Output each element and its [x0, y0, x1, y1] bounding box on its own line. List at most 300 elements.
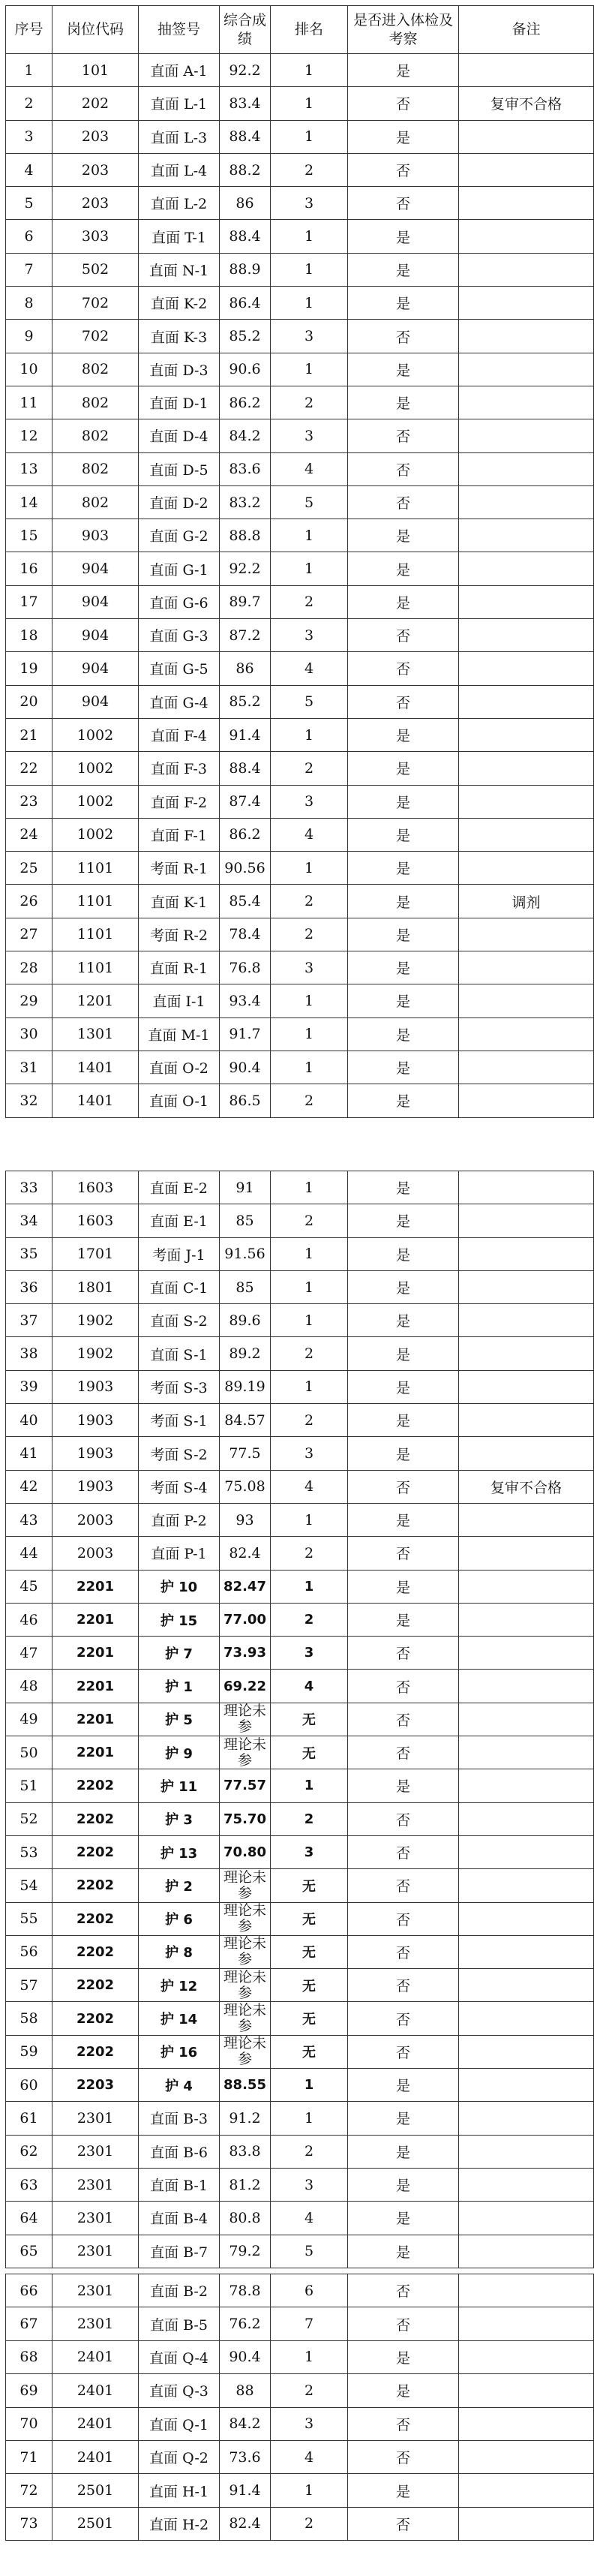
cell-draw-number: 直面 M-1 — [139, 1017, 220, 1051]
cell-remarks: 调剂 — [459, 885, 594, 918]
cell-total-score: 84.57 — [220, 1404, 271, 1437]
cell-draw-number: 考面 S-2 — [139, 1437, 220, 1470]
cell-draw-number: 直面 O-2 — [139, 1051, 220, 1084]
cell-position-code: 2401 — [52, 2440, 139, 2473]
cell-position-code: 203 — [52, 187, 139, 220]
table-row — [6, 1017, 594, 1051]
cell-enter-exam: 是 — [348, 752, 459, 785]
cell-remarks — [459, 2035, 594, 2068]
cell-total-score — [220, 1969, 271, 2002]
cell-enter-exam: 否 — [348, 2407, 459, 2440]
cell-enter-exam: 是 — [348, 2474, 459, 2507]
cell-draw-number: 护 10 — [139, 1570, 220, 1603]
cell-rank: 1 — [271, 54, 348, 87]
cell-serial-no: 5 — [6, 187, 52, 220]
cell-position-code: 2501 — [52, 2474, 139, 2507]
cell-remarks — [459, 1171, 594, 1204]
cell-position-code: 1101 — [52, 885, 139, 918]
table-row — [6, 1802, 594, 1835]
cell-total-score: 76.8 — [220, 951, 271, 984]
table-row — [6, 87, 594, 120]
cell-serial-no: 14 — [6, 485, 52, 519]
table-row — [6, 918, 594, 951]
cell-total-score: 79.2 — [220, 2235, 271, 2268]
cell-position-code: 904 — [52, 652, 139, 685]
cell-remarks — [459, 220, 594, 253]
cell-rank: 3 — [271, 320, 348, 353]
cell-enter-exam: 是 — [348, 2168, 459, 2201]
cell-serial-no: 63 — [6, 2168, 52, 2201]
cell-serial-no: 45 — [6, 1570, 52, 1603]
cell-total-score: 89.2 — [220, 1337, 271, 1370]
cell-remarks — [459, 120, 594, 153]
cell-remarks — [459, 852, 594, 885]
table-row — [6, 519, 594, 552]
cell-serial-no: 32 — [6, 1084, 52, 1117]
cell-position-code: 2301 — [52, 2202, 139, 2235]
cell-draw-number: 考面 J-1 — [139, 1237, 220, 1270]
cell-serial-no: 66 — [6, 2274, 52, 2307]
cell-position-code: 2201 — [52, 1637, 139, 1670]
header-remarks: 备注 — [459, 6, 594, 54]
cell-total-score: 92.2 — [220, 54, 271, 87]
cell-enter-exam: 否 — [348, 1736, 459, 1769]
cell-remarks — [459, 2374, 594, 2407]
cell-serial-no: 20 — [6, 685, 52, 718]
results-table-part-2 — [5, 1171, 594, 2268]
cell-draw-number: 直面 L-3 — [139, 120, 220, 153]
cell-remarks — [459, 187, 594, 220]
cell-total-score: 84.2 — [220, 419, 271, 452]
cell-enter-exam: 是 — [348, 1204, 459, 1237]
cell-enter-exam: 否 — [348, 2440, 459, 2473]
cell-remarks — [459, 552, 594, 585]
cell-remarks — [459, 1337, 594, 1370]
cell-draw-number: 考面 R-1 — [139, 852, 220, 885]
header-total-score: 综合成绩 — [220, 6, 271, 54]
cell-rank: 1 — [271, 1769, 348, 1802]
cell-enter-exam: 是 — [348, 852, 459, 885]
cell-position-code: 2202 — [52, 1969, 139, 2002]
cell-remarks — [459, 1869, 594, 1902]
cell-position-code: 202 — [52, 87, 139, 120]
table-row — [6, 153, 594, 186]
cell-draw-number: 直面 I-1 — [139, 984, 220, 1017]
table-row — [6, 984, 594, 1017]
cell-position-code: 203 — [52, 120, 139, 153]
cell-total-score — [220, 1703, 271, 1736]
cell-position-code: 2301 — [52, 2135, 139, 2168]
cell-total-score: 70.80 — [220, 1835, 271, 1868]
cell-serial-no: 46 — [6, 1603, 52, 1636]
cell-total-score: 90.4 — [220, 2340, 271, 2373]
cell-serial-no: 1 — [6, 54, 52, 87]
table-row — [6, 2102, 594, 2135]
cell-total-score: 77.5 — [220, 1437, 271, 1470]
cell-position-code: 802 — [52, 419, 139, 452]
cell-serial-no: 37 — [6, 1304, 52, 1337]
cell-total-score: 77.00 — [220, 1603, 271, 1636]
cell-remarks — [459, 951, 594, 984]
cell-rank: 3 — [271, 2407, 348, 2440]
table-row — [6, 619, 594, 652]
cell-remarks — [459, 2407, 594, 2440]
table-row — [6, 1270, 594, 1303]
cell-remarks: 复审不合格 — [459, 1470, 594, 1503]
cell-enter-exam: 否 — [348, 1537, 459, 1570]
cell-remarks — [459, 2340, 594, 2373]
cell-rank: 4 — [271, 452, 348, 485]
cell-serial-no: 30 — [6, 1017, 52, 1051]
cell-rank: 4 — [271, 2202, 348, 2235]
cell-rank: 1 — [271, 1270, 348, 1303]
cell-serial-no: 6 — [6, 220, 52, 253]
table-row — [6, 2035, 594, 2068]
cell-enter-exam: 是 — [348, 1270, 459, 1303]
cell-enter-exam: 是 — [348, 1603, 459, 1636]
table-row — [6, 1736, 594, 1769]
cell-draw-number: 护 8 — [139, 1935, 220, 1968]
header-position-code: 岗位代码 — [52, 6, 139, 54]
cell-position-code: 2201 — [52, 1736, 139, 1769]
table-row — [6, 1051, 594, 1084]
cell-draw-number: 考面 R-2 — [139, 918, 220, 951]
cell-total-score: 87.4 — [220, 785, 271, 818]
cell-draw-number: 护 1 — [139, 1670, 220, 1703]
cell-serial-no: 2 — [6, 87, 52, 120]
cell-enter-exam: 是 — [348, 984, 459, 1017]
table-row — [6, 2274, 594, 2307]
cell-draw-number: 直面 D-2 — [139, 485, 220, 519]
cell-remarks — [459, 1736, 594, 1769]
cell-remarks — [459, 519, 594, 552]
cell-remarks — [459, 320, 594, 353]
cell-enter-exam: 是 — [348, 785, 459, 818]
cell-draw-number: 直面 P-1 — [139, 1537, 220, 1570]
table-row — [6, 386, 594, 419]
cell-remarks — [459, 718, 594, 751]
cell-position-code: 1301 — [52, 1017, 139, 1051]
cell-draw-number: 直面 K-1 — [139, 885, 220, 918]
cell-draw-number: 直面 L-2 — [139, 187, 220, 220]
cell-enter-exam: 是 — [348, 718, 459, 751]
cell-remarks — [459, 153, 594, 186]
cell-rank: 4 — [271, 1470, 348, 1503]
cell-position-code: 2301 — [52, 2168, 139, 2201]
cell-rank: 无 — [271, 1935, 348, 1968]
cell-remarks — [459, 2507, 594, 2540]
cell-enter-exam: 是 — [348, 1237, 459, 1270]
table-row — [6, 2407, 594, 2440]
cell-serial-no: 70 — [6, 2407, 52, 2440]
cell-rank: 1 — [271, 2102, 348, 2135]
cell-draw-number: 护 4 — [139, 2069, 220, 2102]
cell-rank: 1 — [271, 1570, 348, 1603]
cell-total-score: 91.7 — [220, 1017, 271, 1051]
cell-rank: 3 — [271, 951, 348, 984]
table-row — [6, 353, 594, 386]
cell-position-code: 2202 — [52, 2002, 139, 2035]
cell-draw-number: 直面 F-4 — [139, 718, 220, 751]
cell-enter-exam: 是 — [348, 287, 459, 320]
cell-enter-exam: 是 — [348, 918, 459, 951]
cell-remarks — [459, 1769, 594, 1802]
table-row — [6, 1337, 594, 1370]
cell-draw-number: 考面 S-4 — [139, 1470, 220, 1503]
cell-draw-number: 直面 Q-2 — [139, 2440, 220, 2473]
cell-total-score — [220, 2035, 271, 2068]
cell-remarks — [459, 1969, 594, 2002]
cell-rank: 2 — [271, 585, 348, 618]
cell-serial-no: 7 — [6, 253, 52, 286]
cell-total-score: 88 — [220, 2374, 271, 2407]
cell-remarks — [459, 1051, 594, 1084]
cell-enter-exam: 否 — [348, 2274, 459, 2307]
cell-enter-exam: 否 — [348, 485, 459, 519]
cell-draw-number: 直面 P-2 — [139, 1503, 220, 1536]
cell-serial-no: 29 — [6, 984, 52, 1017]
cell-remarks — [459, 2168, 594, 2201]
table-row — [6, 452, 594, 485]
cell-draw-number: 考面 S-1 — [139, 1404, 220, 1437]
cell-serial-no: 23 — [6, 785, 52, 818]
cell-remarks — [459, 1437, 594, 1470]
cell-enter-exam: 是 — [348, 2374, 459, 2407]
table-row — [6, 2474, 594, 2507]
cell-draw-number: 护 15 — [139, 1603, 220, 1636]
cell-enter-exam: 否 — [348, 1835, 459, 1868]
cell-total-score: 88.55 — [220, 2069, 271, 2102]
cell-serial-no: 42 — [6, 1470, 52, 1503]
cell-position-code: 101 — [52, 54, 139, 87]
cell-position-code: 2003 — [52, 1503, 139, 1536]
cell-total-score: 82.4 — [220, 1537, 271, 1570]
cell-enter-exam: 是 — [348, 1171, 459, 1204]
cell-position-code: 2201 — [52, 1670, 139, 1703]
cell-remarks — [459, 652, 594, 685]
cell-rank: 2 — [271, 2374, 348, 2407]
cell-enter-exam: 否 — [348, 619, 459, 652]
cell-remarks — [459, 2202, 594, 2235]
cell-remarks — [459, 386, 594, 419]
cell-total-score-text: 理论未参 — [223, 1969, 266, 2001]
cell-position-code: 1002 — [52, 752, 139, 785]
table-row — [6, 1570, 594, 1603]
cell-enter-exam: 是 — [348, 2135, 459, 2168]
cell-rank: 无 — [271, 1703, 348, 1736]
cell-total-score — [220, 2002, 271, 2035]
table-row — [6, 652, 594, 685]
cell-remarks — [459, 353, 594, 386]
cell-serial-no: 31 — [6, 1051, 52, 1084]
cell-position-code: 1002 — [52, 818, 139, 851]
cell-total-score: 85 — [220, 1204, 271, 1237]
cell-rank: 1 — [271, 718, 348, 751]
cell-serial-no: 68 — [6, 2340, 52, 2373]
cell-enter-exam: 否 — [348, 1470, 459, 1503]
table-row — [6, 2340, 594, 2373]
cell-total-score: 84.2 — [220, 2407, 271, 2440]
cell-serial-no: 13 — [6, 452, 52, 485]
cell-enter-exam: 否 — [348, 452, 459, 485]
cell-position-code: 2201 — [52, 1603, 139, 1636]
table-row — [6, 2374, 594, 2407]
cell-total-score: 86 — [220, 652, 271, 685]
cell-rank: 1 — [271, 87, 348, 120]
cell-total-score: 82.4 — [220, 2507, 271, 2540]
cell-remarks — [459, 419, 594, 452]
cell-serial-no: 36 — [6, 1270, 52, 1303]
cell-enter-exam: 否 — [348, 1869, 459, 1902]
cell-enter-exam: 是 — [348, 1337, 459, 1370]
cell-enter-exam: 是 — [348, 2340, 459, 2373]
cell-rank: 1 — [271, 984, 348, 1017]
cell-enter-exam: 是 — [348, 2235, 459, 2268]
cell-position-code: 1401 — [52, 1051, 139, 1084]
cell-draw-number: 直面 F-2 — [139, 785, 220, 818]
table-row — [6, 187, 594, 220]
cell-remarks — [459, 2002, 594, 2035]
cell-remarks — [459, 785, 594, 818]
cell-enter-exam: 是 — [348, 1503, 459, 1536]
cell-enter-exam: 否 — [348, 1802, 459, 1835]
table-row — [6, 220, 594, 253]
cell-serial-no: 50 — [6, 1736, 52, 1769]
cell-rank: 无 — [271, 2035, 348, 2068]
cell-position-code: 1903 — [52, 1470, 139, 1503]
cell-position-code: 2501 — [52, 2507, 139, 2540]
table-row — [6, 2069, 594, 2102]
cell-total-score-text: 理论未参 — [223, 1703, 266, 1736]
cell-remarks — [459, 485, 594, 519]
cell-total-score-text: 理论未参 — [223, 1903, 266, 1935]
cell-draw-number: 直面 A-1 — [139, 54, 220, 87]
table-row — [6, 1204, 594, 1237]
cell-total-score: 83.8 — [220, 2135, 271, 2168]
cell-serial-no: 34 — [6, 1204, 52, 1237]
table-row — [6, 1969, 594, 2002]
table-row — [6, 54, 594, 87]
cell-rank: 2 — [271, 1537, 348, 1570]
results-table-part-3 — [5, 2274, 594, 2541]
cell-remarks — [459, 1902, 594, 1935]
cell-serial-no: 69 — [6, 2374, 52, 2407]
cell-draw-number: 护 11 — [139, 1769, 220, 1802]
cell-serial-no: 25 — [6, 852, 52, 885]
table-row — [6, 1603, 594, 1636]
cell-draw-number: 直面 B-4 — [139, 2202, 220, 2235]
cell-rank: 4 — [271, 1670, 348, 1703]
cell-remarks — [459, 2069, 594, 2102]
cell-serial-no: 40 — [6, 1404, 52, 1437]
cell-enter-exam: 是 — [348, 818, 459, 851]
cell-draw-number: 直面 O-1 — [139, 1084, 220, 1117]
cell-remarks — [459, 1404, 594, 1437]
table-row — [6, 2135, 594, 2168]
table-row — [6, 253, 594, 286]
cell-rank: 1 — [271, 1304, 348, 1337]
cell-total-score: 91 — [220, 1171, 271, 1204]
cell-total-score: 88.4 — [220, 752, 271, 785]
cell-position-code: 903 — [52, 519, 139, 552]
cell-draw-number: 直面 G-4 — [139, 685, 220, 718]
cell-serial-no: 51 — [6, 1769, 52, 1802]
cell-position-code: 2301 — [52, 2274, 139, 2307]
cell-total-score: 69.22 — [220, 1670, 271, 1703]
cell-draw-number: 护 9 — [139, 1736, 220, 1769]
cell-total-score-text: 理论未参 — [223, 1936, 266, 1968]
cell-enter-exam: 否 — [348, 2002, 459, 2035]
table-row — [6, 1835, 594, 1868]
cell-rank: 2 — [271, 153, 348, 186]
cell-remarks — [459, 918, 594, 951]
cell-rank: 2 — [271, 1603, 348, 1636]
cell-position-code: 2401 — [52, 2407, 139, 2440]
cell-remarks — [459, 287, 594, 320]
cell-rank: 1 — [271, 120, 348, 153]
table-row — [6, 1470, 594, 1503]
cell-serial-no: 58 — [6, 2002, 52, 2035]
cell-enter-exam: 否 — [348, 1902, 459, 1935]
table-row — [6, 785, 594, 818]
cell-total-score: 86 — [220, 187, 271, 220]
cell-total-score-text: 理论未参 — [223, 1736, 266, 1769]
cell-total-score: 88.8 — [220, 519, 271, 552]
cell-enter-exam: 是 — [348, 1017, 459, 1051]
cell-draw-number: 护 14 — [139, 2002, 220, 2035]
cell-serial-no: 57 — [6, 1969, 52, 2002]
cell-serial-no: 60 — [6, 2069, 52, 2102]
cell-remarks — [459, 452, 594, 485]
table-row — [6, 1437, 594, 1470]
cell-enter-exam: 是 — [348, 253, 459, 286]
cell-draw-number: 直面 F-1 — [139, 818, 220, 851]
cell-remarks — [459, 1603, 594, 1636]
cell-position-code: 2301 — [52, 2102, 139, 2135]
cell-total-score: 81.2 — [220, 2168, 271, 2201]
table-header-row — [6, 6, 594, 54]
cell-position-code: 2301 — [52, 2307, 139, 2340]
table-row — [6, 1171, 594, 1204]
cell-remarks — [459, 1935, 594, 1968]
cell-draw-number: 直面 Q-1 — [139, 2407, 220, 2440]
cell-remarks — [459, 1637, 594, 1670]
cell-draw-number: 直面 L-4 — [139, 153, 220, 186]
cell-remarks — [459, 1537, 594, 1570]
table-row — [6, 718, 594, 751]
cell-rank: 2 — [271, 918, 348, 951]
cell-enter-exam: 是 — [348, 386, 459, 419]
cell-serial-no: 43 — [6, 1503, 52, 1536]
cell-position-code: 1603 — [52, 1204, 139, 1237]
cell-total-score: 91.4 — [220, 2474, 271, 2507]
cell-enter-exam: 是 — [348, 120, 459, 153]
cell-serial-no: 72 — [6, 2474, 52, 2507]
cell-total-score: 77.57 — [220, 1769, 271, 1802]
cell-serial-no: 71 — [6, 2440, 52, 2473]
cell-rank: 1 — [271, 552, 348, 585]
cell-total-score: 86.5 — [220, 1084, 271, 1117]
cell-serial-no: 17 — [6, 585, 52, 618]
cell-rank: 4 — [271, 652, 348, 685]
cell-position-code: 2202 — [52, 1802, 139, 1835]
cell-remarks — [459, 1270, 594, 1303]
cell-rank: 3 — [271, 2168, 348, 2201]
cell-rank: 2 — [271, 885, 348, 918]
table-row — [6, 2440, 594, 2473]
cell-rank: 1 — [271, 2069, 348, 2102]
cell-rank: 5 — [271, 685, 348, 718]
